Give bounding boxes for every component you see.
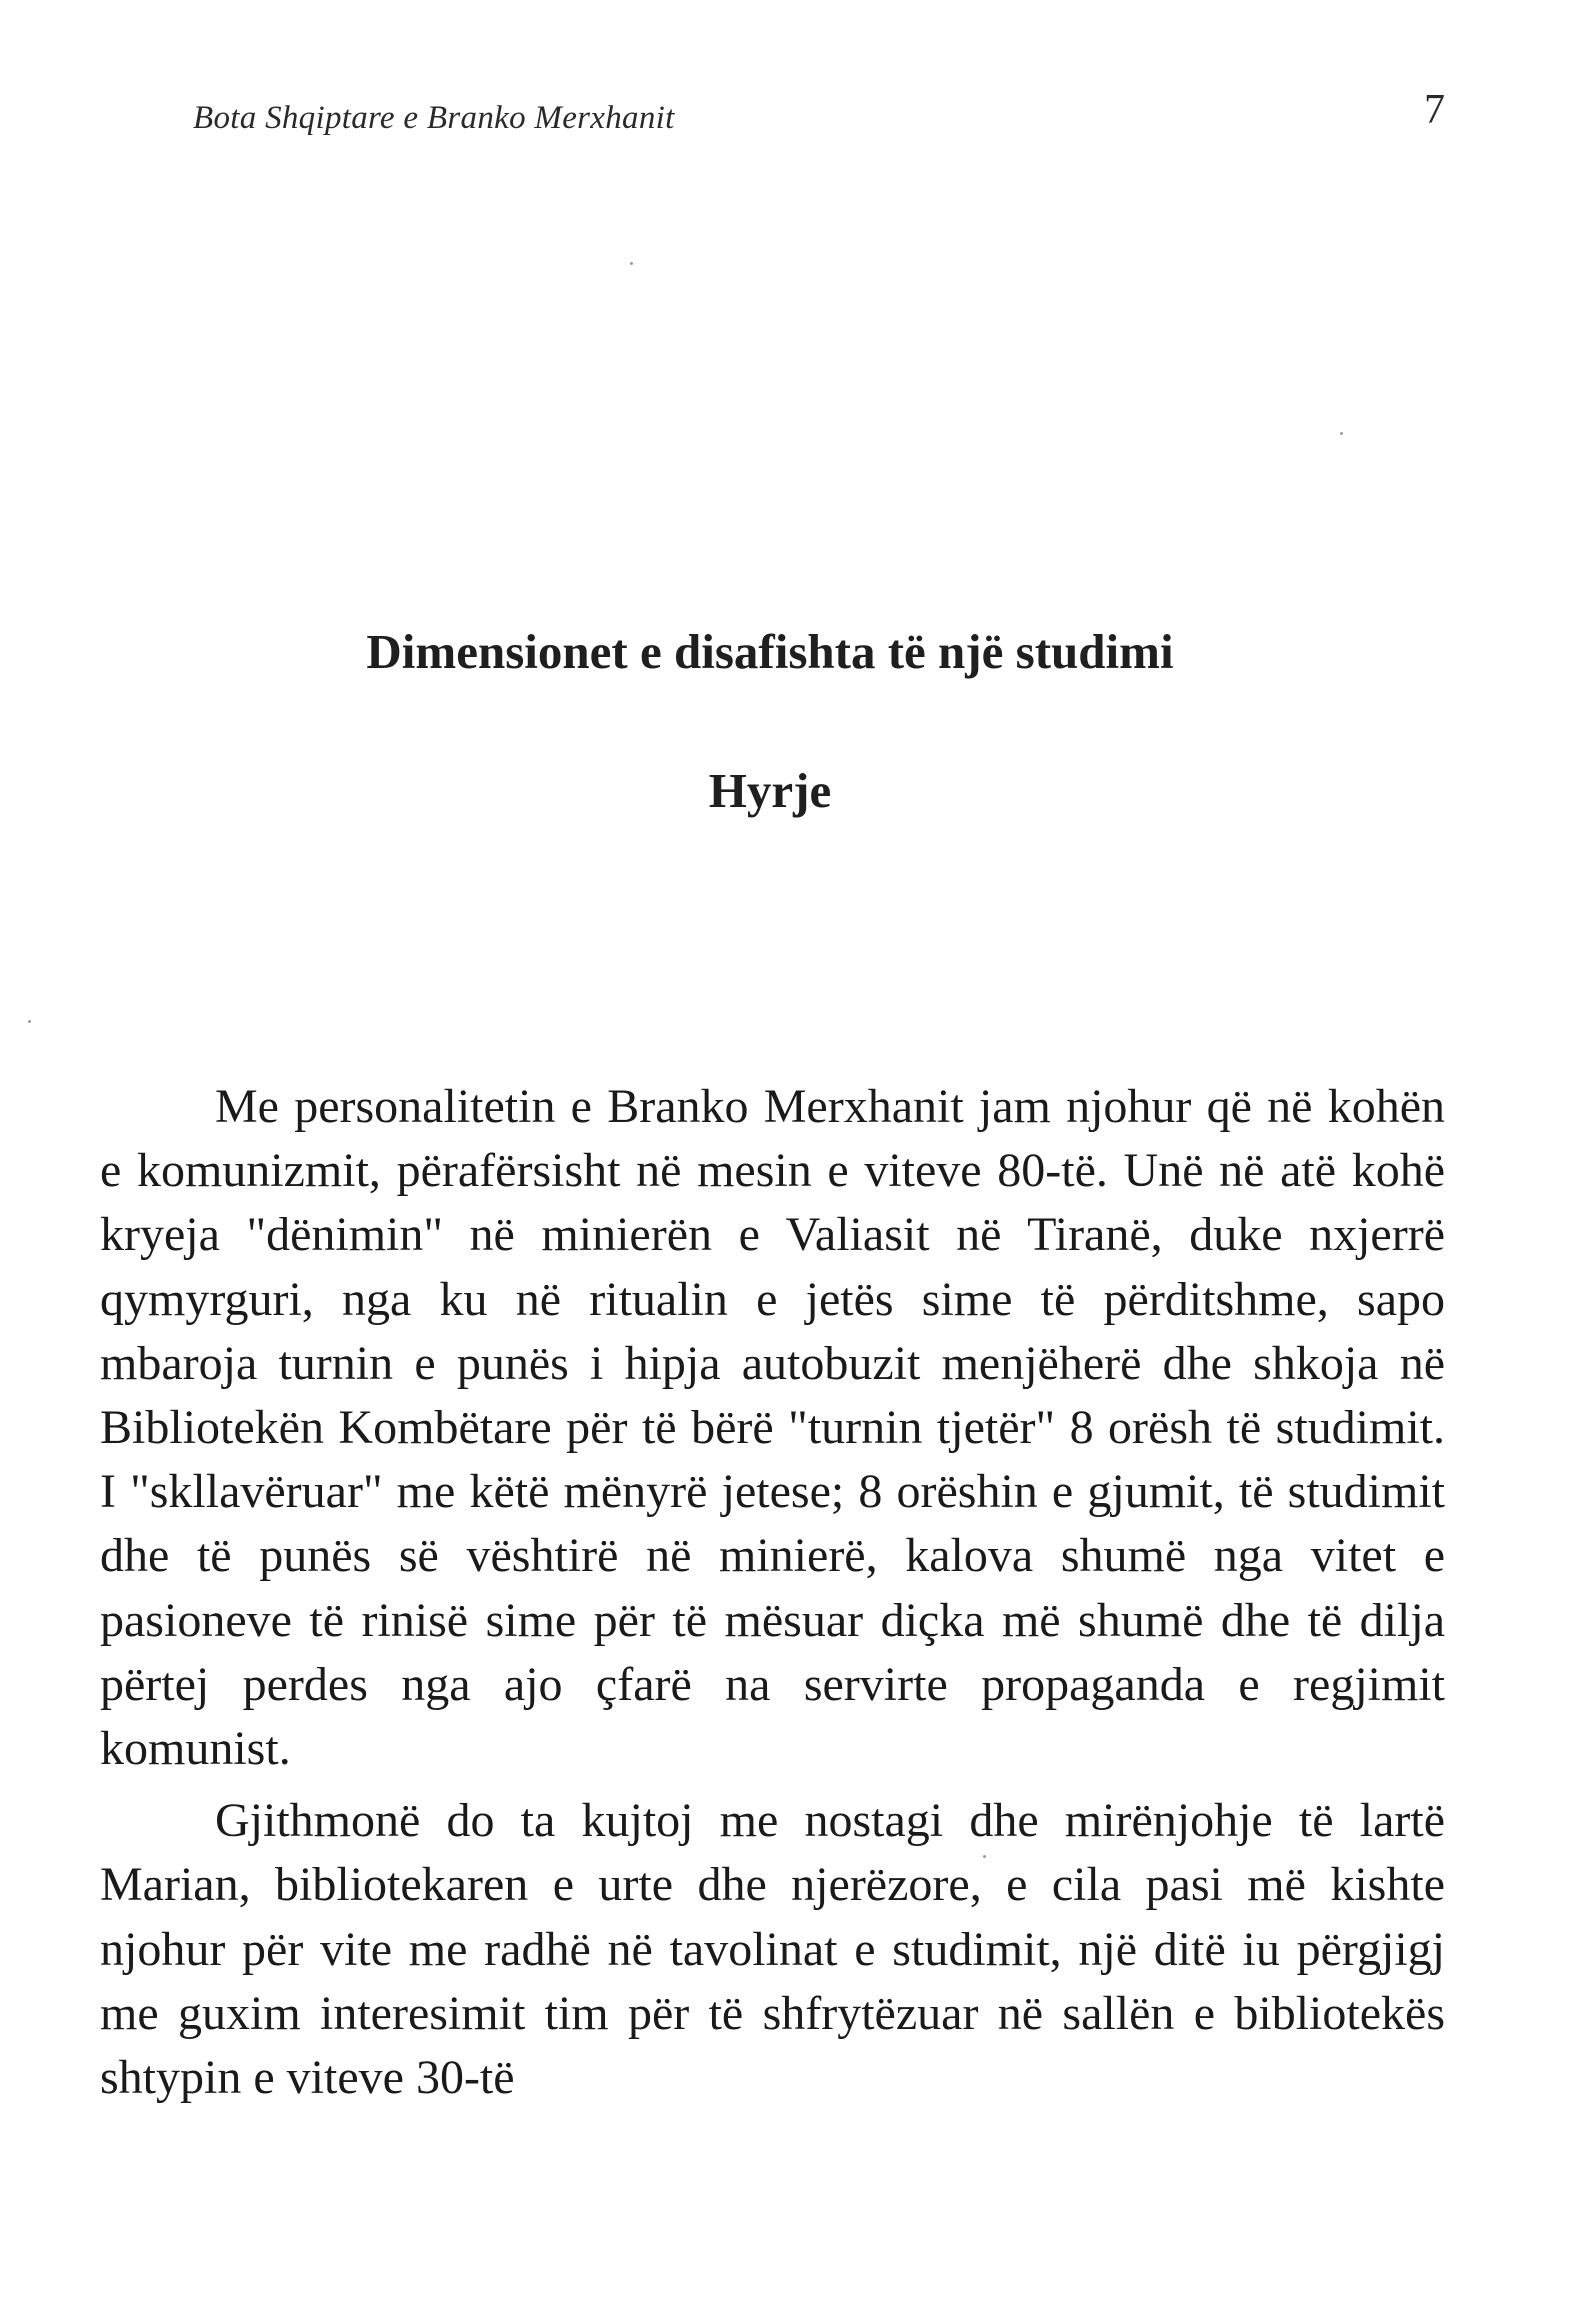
- scan-speck: [630, 262, 633, 265]
- page-number: 7: [1424, 87, 1445, 133]
- scan-speck: [983, 1855, 986, 1858]
- paragraph-2: Gjithmonë do ta kujtoj me nostagi dhe mirënjohje të lartë Marian, bibliotekaren e urte dhe njerëzore, e cila pasi më kishte njohur për vite me radhë në tavolinat e studimit, një ditë iu përgjigj me guxim interesimit tim për të shfrytëzuar në sallën e bibliotekës shtypin e viteve 30-të: [100, 1794, 1445, 2105]
- section-title: Hyrje: [708, 763, 832, 818]
- body-text: [100, 1075, 1445, 2110]
- scan-speck: [1340, 432, 1343, 435]
- running-header: Bota Shqiptare e Branko Merxhanit: [193, 100, 675, 136]
- chapter-title: Dimensionet e disafishta të një studimi: [366, 624, 1174, 679]
- paragraph-1: Me personalitetin e Branko Merxhanit jam njohur që në kohën e komunizmit, përafërsisht në mesin e viteve 80-të. Unë në atë kohë kryeja "dënimin" në minierën e Valiasit në Tiranë, duke nxjerrë qymyrguri, nga ku në ritualin e jetës sime të përditshme, sapo mbaroja turnin e punës i hipja autobuzit menjëherë dhe shkoja në Bibliotekën Kombëtare për të bërë "turnin tjetër" 8 orësh të studimit. I "skllavëruar" me këtë mënyrë jetese; 8 orëshin e gjumit, të studimit dhe të punës së vështirë në minierë, kalova shumë nga vitet e pasioneve të rinisë sime për të mësuar diçka më shumë dhe të dilja përtej perdes nga ajo çfarë na servirte propaganda e regjimit komunist.: [100, 1080, 1445, 1776]
- scan-speck: [28, 1020, 31, 1023]
